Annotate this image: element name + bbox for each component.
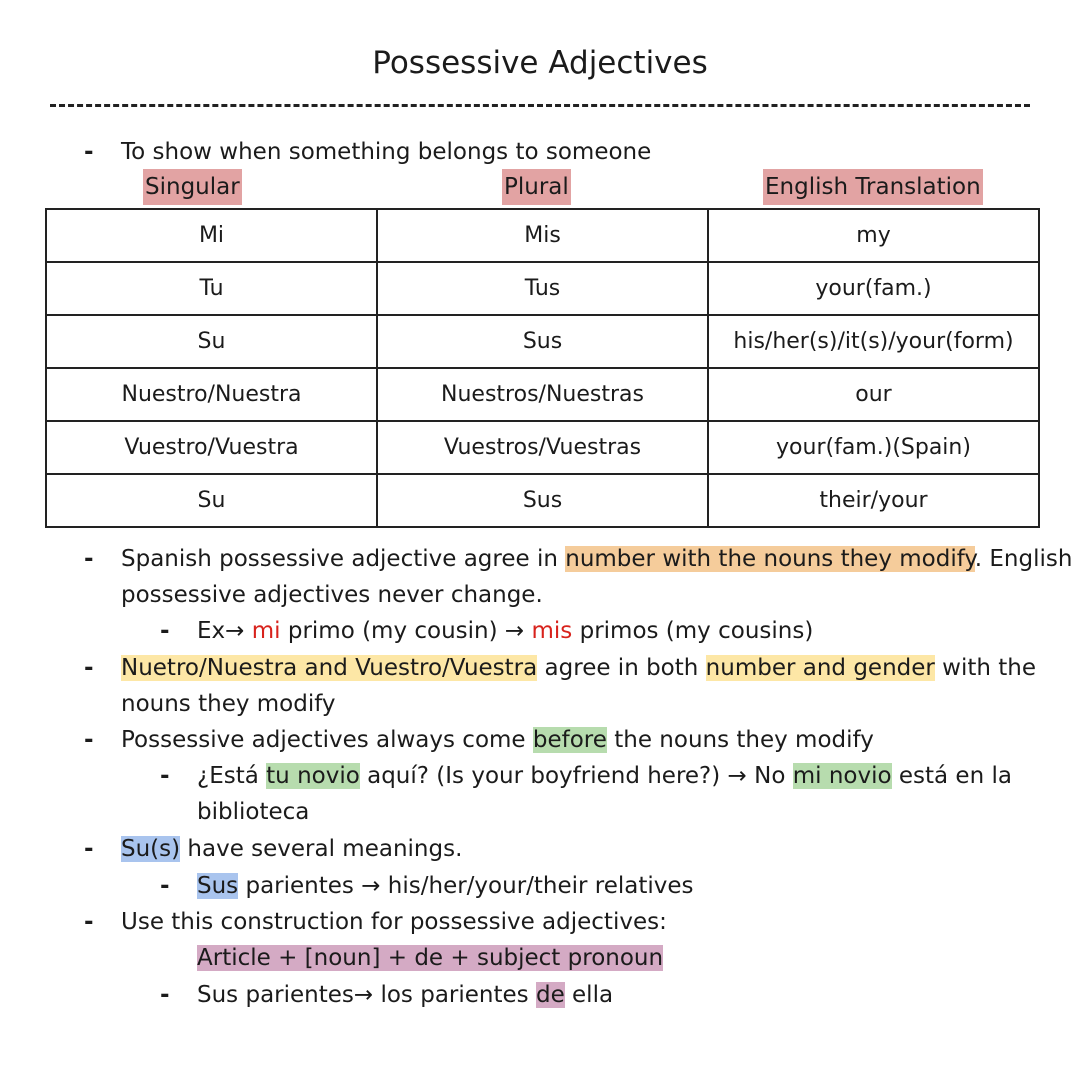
example-mi [197, 613, 813, 649]
note-text: have several meanings. [180, 836, 463, 862]
column-header-plural: Plural [502, 169, 571, 205]
note-agree-line2: possessive adjectives never change. [121, 582, 543, 608]
highlight-green: before [532, 727, 607, 753]
note-text: . English [974, 546, 1073, 572]
note-text: the nouns they modify [606, 727, 874, 753]
table-cell: Nuestro/Nuestra [46, 368, 377, 421]
note-su [121, 831, 462, 867]
note-text: agree in both [537, 655, 706, 681]
possessive-table [45, 208, 1040, 528]
note-position [121, 722, 874, 758]
bullet-dash: - [160, 873, 170, 899]
highlight-blue: Sus [197, 873, 239, 899]
note-text: Spanish possessive adjective agree in [121, 546, 566, 572]
bullet-dash: - [84, 655, 94, 681]
highlight-orange: number with the nouns they modify [565, 546, 975, 572]
note-gender [121, 650, 1036, 686]
table-cell: Su [46, 315, 377, 368]
table-row [46, 474, 1039, 527]
page-title: Possessive Adjectives [372, 45, 708, 81]
bullet-dash: - [84, 546, 94, 572]
table-cell: my [708, 209, 1039, 262]
bullet-dash: - [84, 727, 94, 753]
highlight-yellow: number and gender [705, 655, 935, 681]
note-text: Ex→ [197, 618, 252, 644]
table-cell: Vuestro/Vuestra [46, 421, 377, 474]
highlight-purple: de [535, 982, 565, 1008]
column-header-singular: Singular [143, 169, 242, 205]
highlight-yellow: Nuetro/Nuestra and Vuestro/Vuestra [121, 655, 538, 681]
table-cell: Tu [46, 262, 377, 315]
table-row [46, 368, 1039, 421]
column-header-english: English Translation [763, 169, 983, 205]
note-text: primos (my cousins) [572, 618, 814, 644]
example-sus [197, 868, 694, 904]
note-text: Sus parientes→ los parientes [197, 982, 536, 1008]
table-cell: Sus [377, 474, 708, 527]
bullet-dash: - [84, 836, 94, 862]
example-novio-line2: biblioteca [197, 799, 310, 825]
bullet-dash: - [160, 982, 170, 1008]
note-text: ella [564, 982, 614, 1008]
intro-text: To show when something belongs to someone [121, 139, 652, 165]
highlight-green: mi novio [792, 763, 892, 789]
bullet-dash: - [84, 139, 94, 165]
note-text: está en la [891, 763, 1012, 789]
note-text: with the [934, 655, 1037, 681]
bullet-dash: - [160, 763, 170, 789]
table-cell: his/her(s)/it(s)/your(form) [708, 315, 1039, 368]
table-row [46, 262, 1039, 315]
note-agree [121, 541, 1072, 577]
table-cell: Mi [46, 209, 377, 262]
bullet-dash: - [160, 618, 170, 644]
title-divider [50, 104, 1030, 107]
table-cell: their/your [708, 474, 1039, 527]
table-cell: your(fam.)(Spain) [708, 421, 1039, 474]
note-construction: Use this construction for possessive adjectives: [121, 909, 667, 935]
note-text: Possessive adjectives always come [121, 727, 533, 753]
bullet-dash: - [84, 909, 94, 935]
note-text: aquí? (Is your boyfriend here?) → No [359, 763, 793, 789]
example-novio [197, 758, 1012, 794]
table-row [46, 421, 1039, 474]
table-cell: Nuestros/Nuestras [377, 368, 708, 421]
table-cell: our [708, 368, 1039, 421]
table-cell: your(fam.) [708, 262, 1039, 315]
red-word: mi [251, 618, 281, 644]
highlight-green: tu novio [266, 763, 360, 789]
highlight-purple: Article + [noun] + de + subject pronoun [197, 945, 664, 971]
highlight-blue: Su(s) [121, 836, 181, 862]
table-cell: Mis [377, 209, 708, 262]
table-cell: Vuestros/Vuestras [377, 421, 708, 474]
table-row [46, 209, 1039, 262]
note-text: parientes → his/her/your/their relatives [238, 873, 694, 899]
example-de-ella [197, 977, 613, 1013]
construction-formula [197, 940, 663, 976]
table-cell: Tus [377, 262, 708, 315]
note-gender-line2: nouns they modify [121, 691, 336, 717]
red-word: mis [531, 618, 573, 644]
table-cell: Sus [377, 315, 708, 368]
table-cell: Su [46, 474, 377, 527]
note-text: primo (my cousin) → [280, 618, 532, 644]
table-row [46, 315, 1039, 368]
note-text: ¿Está [197, 763, 267, 789]
